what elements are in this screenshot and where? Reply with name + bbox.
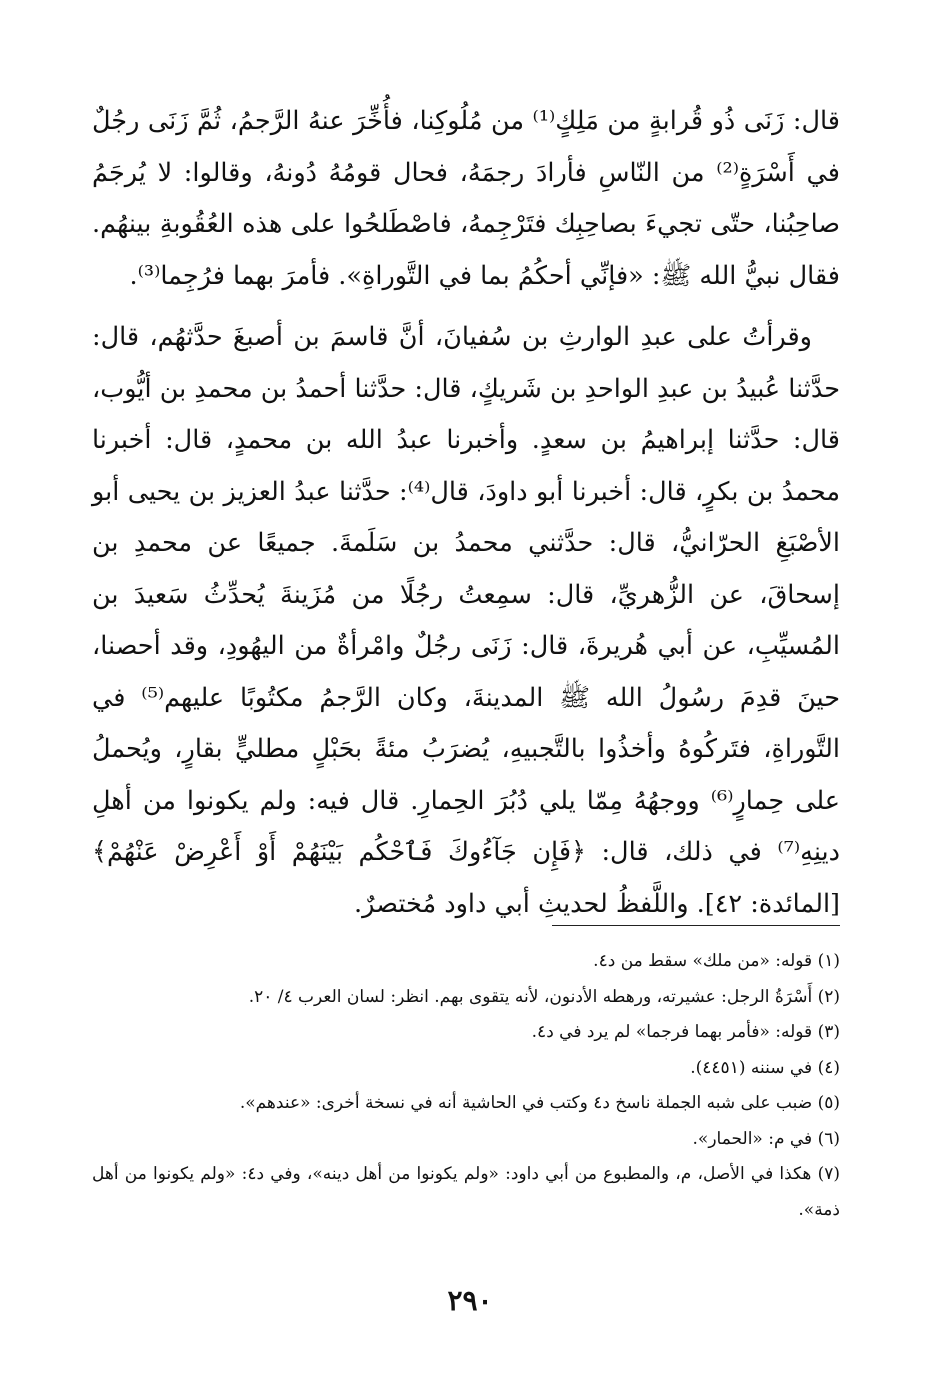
footnote-separator: [552, 925, 840, 926]
footnote-1: (١) قوله: «من ملك» سقط من د٤.: [593, 951, 840, 971]
paragraph-2: وقرأتُ على عبدِ الوارثِ بن سُفيانَ، أنَّ قاسمَ بن أصبغَ حدَّثهُم، قال: حدَّثنا عُبيدُ بن عبدِ الواحدِ بن شَريكٍ، قال: حدَّثنا أحمدُ بن محمدِ بن أيُّوب، قال: حدَّثنا إبراهيمُ بن سعدٍ. وأخبرنا عبدُ الله بن محمدٍ، قال: أخبرنا محمدُ بن بكرٍ، قال: أخبرنا أبو داودَ، قال⁽⁴⁾: حدَّثنا عبدُ العزيز بن يحيى أبو الأصْبَغِ الحرّانيُّ، قال: حدَّثني محمدُ بن سَلَمةَ. جميعًا عن محمدِ بن إسحاقَ، عن الزُّهريِّ، قال: سمِعتُ رجُلًا من مُزَينةَ يُحدِّثُ سَعيدَ بن المُسيِّبِ، عن أبي هُريرةَ، قال: زَنَى رجُلٌ وامْرأةٌ من اليهُودِ، وقد أحصنا، حينَ قدِمَ رسُولُ الله ﷺ المدينةَ، وكان الرَّجمُ مكتُوبًا عليهم⁽⁵⁾ في التَّوراةِ، فتَركُوهُ وأخذُوا بالتَّجبيهِ، يُضرَبُ مئةً بحَبْلٍ مطليٍّ بقارٍ، ويُحملُ على حِمارٍ⁽⁶⁾ ووجهُهُ مِمّا يلي دُبُرَ الحِمارِ. قال فيه: ولم يكونوا من أهلِ دينِهِ⁽⁷⁾ في ذلك، قال: ﴿فَإِن جَآءُوكَ فَٱحْكُم بَيْنَهُمْ أَوْ أَعْرِضْ عَنْهُمْ﴾ [المائدة: ٤٢]. واللَّفظُ لحديثِ أبي داود مُختصرٌ.: [92, 322, 841, 919]
footnote-7: (٧) هكذا في الأصل، م، والمطبوع من أبي داود: «ولم يكونوا من أهل دينه»، وفي د٤: «ولم يكونوا من أهل ذمة».: [92, 1164, 840, 1220]
paragraph-1: قال: زَنَى ذُو قُرابةٍ من مَلِكٍ⁽¹⁾ من مُلُوكِنا، فأُخِّرَ عنهُ الرَّجمُ، ثُمَّ زَنَى رجُلٌ في أَسْرَةٍ⁽²⁾ من النّاسِ فأرادَ رجمَهُ، فحال قومُهُ دُونهُ، وقالوا: لا يُرجَمُ صاحِبُنا، حتّى تجيءَ بصاحِبِك فتَرْجِمهُ، فاصْطَلحُوا على هذه العُقُوبةِ بينهُم. فقال نبيُّ الله ﷺ: «فإنِّي أحكُمُ بما في التَّوراةِ». فأمرَ بهما فرُجِما⁽³⁾.: [92, 106, 840, 291]
footnote-4: (٤) في سننه (٤٤٥١).: [690, 1057, 840, 1078]
page: [92, 96, 841, 1220]
footnote-6: (٦) في م: «الحمار».: [692, 1128, 840, 1149]
footnote-2: (٢) أَسْرَةُ الرجل: عشيرته، ورهطه الأدنون، لأنه يتقوى بهم. انظر: لسان العرب ٤/ ٢٠.: [248, 986, 840, 1007]
page-number: ٢٩٠: [447, 1284, 493, 1317]
footnotes: [92, 944, 840, 1228]
footnote-3: (٣) قوله: «فأمر بهما فرجما» لم يرد في د٤.: [531, 1022, 840, 1042]
main-text: [92, 96, 840, 930]
footnote-5: (٥) ضبب على شبه الجملة ناسخ د٤ وكتب في الحاشية أنه في نسخة أخرى: «عندهم».: [239, 1093, 840, 1113]
